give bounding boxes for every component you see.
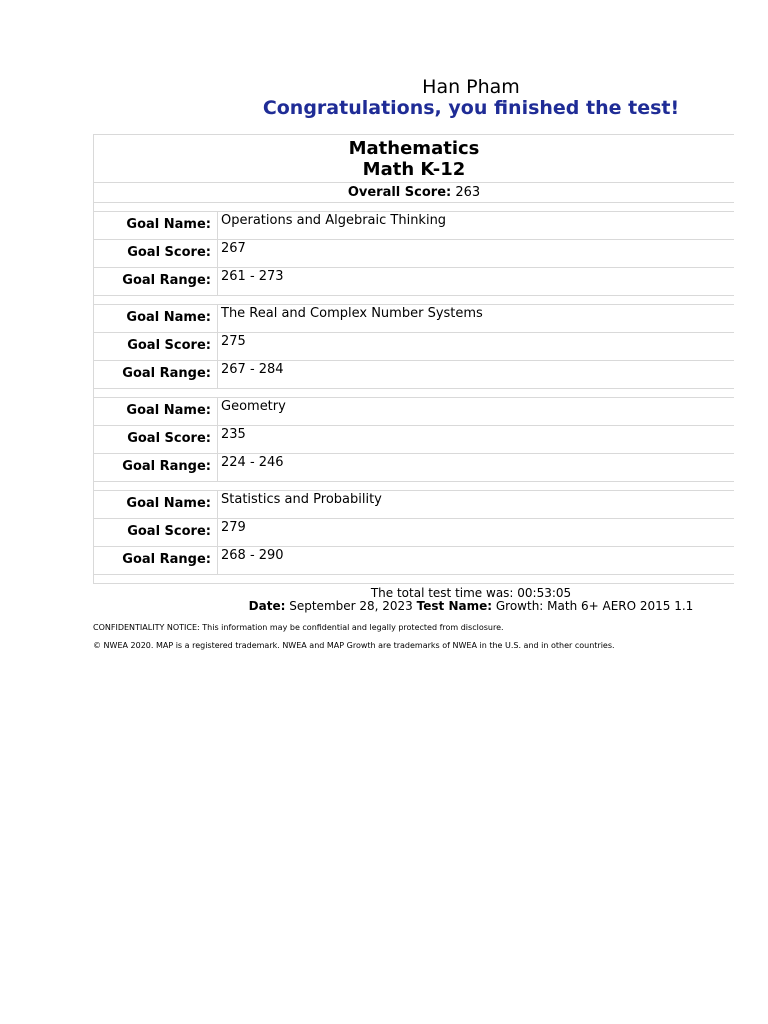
goal-range-label: Goal Range:	[94, 454, 218, 481]
course-title: Math K-12	[362, 158, 466, 180]
overall-score-value: 263	[455, 185, 481, 200]
goal-score-label: Goal Score:	[94, 333, 218, 360]
test-name-label: Test Name:	[416, 599, 493, 613]
confidentiality-notice: CONFIDENTIALITY NOTICE: This information may be confidential and legally protected from disclosure.	[93, 623, 504, 632]
goal-range-row	[94, 361, 734, 388]
overall-score-label: Overall Score:	[347, 185, 452, 200]
goal-score-label: Goal Score:	[94, 240, 218, 267]
goal-range-value: 268 - 290	[221, 548, 284, 563]
overall-score	[94, 183, 734, 202]
goal-range-value: 267 - 284	[221, 362, 284, 377]
goal-range-label: Goal Range:	[94, 361, 218, 388]
goal-name-row	[94, 212, 734, 239]
goal-score-value: 279	[221, 520, 246, 535]
student-name: Han Pham	[422, 76, 520, 98]
goal-name-label: Goal Name:	[94, 398, 218, 425]
goal-score-row	[94, 426, 734, 453]
subject-header	[94, 135, 734, 182]
goal-score-label: Goal Score:	[94, 426, 218, 453]
goal-score-row	[94, 519, 734, 546]
goal-score-value: 235	[221, 427, 246, 442]
goal-range-row	[94, 268, 734, 295]
congratulations-message: Congratulations, you finished the test!	[262, 97, 680, 119]
goal-name-value: Operations and Algebraic Thinking	[221, 213, 447, 228]
goal-score-value: 267	[221, 241, 246, 256]
subject-title: Mathematics	[348, 137, 480, 159]
test-metadata	[230, 599, 712, 613]
goal-range-row	[94, 547, 734, 574]
goal-name-value: Geometry	[221, 399, 286, 414]
goal-score-value: 275	[221, 334, 246, 349]
goal-score-row	[94, 333, 734, 360]
goal-range-label: Goal Range:	[94, 268, 218, 295]
goal-score-label: Goal Score:	[94, 519, 218, 546]
goal-range-label: Goal Range:	[94, 547, 218, 574]
date-value: September 28, 2023	[289, 599, 413, 613]
goal-range-value: 224 - 246	[221, 455, 284, 470]
test-name-value: Growth: Math 6+ AERO 2015 1.1	[495, 599, 694, 613]
date-label: Date:	[248, 599, 286, 613]
goal-name-label: Goal Name:	[94, 212, 218, 239]
goal-score-row	[94, 240, 734, 267]
goal-name-row	[94, 305, 734, 332]
goal-name-label: Goal Name:	[94, 491, 218, 518]
goal-range-value: 261 - 273	[221, 269, 284, 284]
goal-name-label: Goal Name:	[94, 305, 218, 332]
copyright-notice: © NWEA 2020. MAP is a registered trademark. NWEA and MAP Growth are trademarks of NWEA in the U.S. and in other countries.	[93, 641, 615, 650]
goal-name-row	[94, 398, 734, 425]
score-report-table	[93, 134, 734, 584]
goal-name-row	[94, 491, 734, 518]
goal-name-value: Statistics and Probability	[221, 492, 382, 507]
total-test-time: The total test time was: 00:53:05	[370, 586, 572, 600]
goal-name-value: The Real and Complex Number Systems	[221, 306, 483, 321]
goal-range-row	[94, 454, 734, 481]
